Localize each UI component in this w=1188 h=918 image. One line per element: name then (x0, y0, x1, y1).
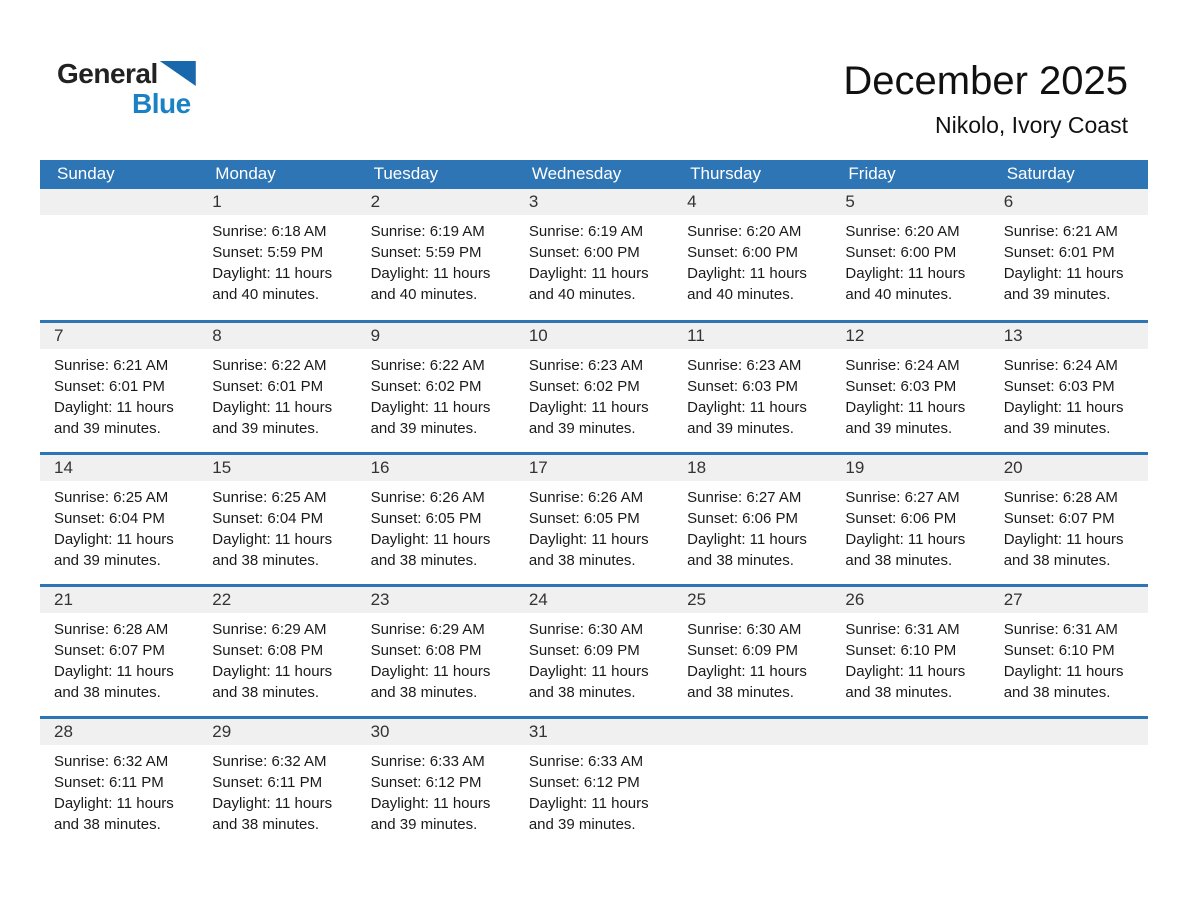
day-cell (831, 453, 989, 585)
day-number: 16 (357, 455, 515, 481)
page-subtitle: Nikolo, Ivory Coast (934, 112, 1128, 138)
day-number: 8 (198, 323, 356, 349)
sunrise-text: Sunrise: 6:19 AM (528, 223, 644, 240)
day-details (357, 613, 515, 703)
day-number (40, 189, 198, 215)
general-blue-logo (57, 60, 257, 118)
day-details (198, 349, 356, 439)
day-number: 14 (40, 455, 198, 481)
sunset-text: Sunset: 6:09 PM (528, 641, 640, 659)
day-details (673, 349, 831, 439)
daylight-text: Daylight: 11 hours and 40 minutes. (845, 265, 966, 303)
page-title: December 2025 (843, 59, 1128, 103)
day-details (831, 481, 989, 571)
day-number: 12 (831, 323, 989, 349)
day-cell (990, 717, 1148, 849)
daylight-text: Daylight: 11 hours and 40 minutes. (212, 265, 333, 303)
day-details (198, 745, 356, 835)
sunset-text: Sunset: 6:03 PM (845, 377, 957, 395)
sunrise-text: Sunrise: 6:30 AM (687, 620, 802, 638)
daylight-text: Daylight: 11 hours and 40 minutes. (687, 265, 807, 303)
sunset-text: Sunset: 6:00 PM (528, 244, 640, 261)
sunrise-text: Sunrise: 6:28 AM (1003, 488, 1118, 506)
sunset-text: Sunset: 6:12 PM (370, 773, 482, 791)
day-details (831, 215, 989, 305)
day-details (515, 745, 673, 835)
day-cell (40, 717, 198, 849)
day-cell (40, 189, 198, 321)
daylight-text: Daylight: 11 hours and 39 minutes. (54, 530, 174, 569)
sunset-text: Sunset: 6:00 PM (687, 244, 799, 261)
day-cell (673, 321, 831, 453)
daylight-text: Daylight: 11 hours and 38 minutes. (54, 794, 174, 833)
daylight-text: Daylight: 11 hours and 38 minutes. (528, 530, 649, 569)
day-cell (515, 453, 673, 585)
weekday-header-thursday: Thursday (673, 160, 831, 189)
day-cell (357, 717, 515, 849)
day-details (357, 745, 515, 835)
day-number: 19 (831, 455, 989, 481)
sunset-text: Sunset: 6:04 PM (54, 509, 165, 527)
day-cell (40, 453, 198, 585)
day-cell (515, 321, 673, 453)
day-number: 3 (515, 189, 673, 215)
logo-text-blue: Blue (132, 88, 191, 119)
sunrise-text: Sunrise: 6:29 AM (370, 620, 485, 638)
daylight-text: Daylight: 11 hours and 38 minutes. (687, 662, 807, 701)
day-number: 15 (198, 455, 356, 481)
sunrise-text: Sunrise: 6:30 AM (528, 620, 644, 638)
day-number (673, 719, 831, 745)
sunrise-text: Sunrise: 6:28 AM (54, 620, 169, 638)
sunrise-text: Sunrise: 6:33 AM (370, 752, 485, 770)
day-cell (515, 717, 673, 849)
day-details (40, 349, 198, 439)
daylight-text: Daylight: 11 hours and 38 minutes. (54, 662, 174, 701)
day-details (990, 349, 1148, 439)
weekday-header-wednesday: Wednesday (515, 160, 673, 189)
day-cell (673, 453, 831, 585)
sunrise-text: Sunrise: 6:27 AM (845, 488, 960, 506)
day-number: 26 (831, 587, 989, 613)
day-cell (40, 585, 198, 717)
day-number: 31 (515, 719, 673, 745)
sunrise-text: Sunrise: 6:32 AM (212, 752, 327, 770)
daylight-text: Daylight: 11 hours and 38 minutes. (1003, 530, 1124, 569)
day-details (40, 613, 198, 703)
day-details (673, 215, 831, 305)
day-cell (357, 189, 515, 321)
day-cell (831, 189, 989, 321)
sunrise-text: Sunrise: 6:29 AM (212, 620, 327, 638)
daylight-text: Daylight: 11 hours and 39 minutes. (370, 794, 491, 833)
day-cell (990, 189, 1148, 321)
sunset-text: Sunset: 6:10 PM (1003, 641, 1115, 659)
sunrise-text: Sunrise: 6:23 AM (528, 356, 644, 374)
day-cell (673, 717, 831, 849)
daylight-text: Daylight: 11 hours and 38 minutes. (212, 530, 333, 569)
sunset-text: Sunset: 6:01 PM (1003, 244, 1115, 261)
day-details (40, 481, 198, 571)
sunset-text: Sunset: 6:05 PM (370, 509, 482, 527)
day-cell (831, 321, 989, 453)
day-number: 30 (357, 719, 515, 745)
day-number (990, 719, 1148, 745)
day-number: 1 (198, 189, 356, 215)
day-details (198, 613, 356, 703)
sunrise-text: Sunrise: 6:23 AM (687, 356, 802, 374)
week-row (40, 717, 1148, 849)
sunset-text: Sunset: 6:06 PM (687, 509, 799, 527)
daylight-text: Daylight: 11 hours and 38 minutes. (370, 662, 491, 701)
sunset-text: Sunset: 6:09 PM (687, 641, 799, 659)
sunset-text: Sunset: 6:12 PM (528, 773, 640, 791)
sunrise-text: Sunrise: 6:26 AM (370, 488, 485, 506)
sunrise-text: Sunrise: 6:20 AM (687, 223, 802, 240)
daylight-text: Daylight: 11 hours and 39 minutes. (212, 398, 333, 437)
sunrise-text: Sunrise: 6:19 AM (370, 223, 485, 240)
sunset-text: Sunset: 6:08 PM (370, 641, 482, 659)
day-number: 18 (673, 455, 831, 481)
sunrise-text: Sunrise: 6:31 AM (845, 620, 960, 638)
sunset-text: Sunset: 6:06 PM (845, 509, 957, 527)
day-details (515, 613, 673, 703)
day-cell (990, 321, 1148, 453)
sunset-text: Sunset: 6:01 PM (212, 377, 324, 395)
day-details (357, 349, 515, 439)
sunset-text: Sunset: 6:03 PM (1003, 377, 1115, 395)
day-cell (990, 585, 1148, 717)
day-details (198, 481, 356, 571)
sunrise-text: Sunrise: 6:24 AM (845, 356, 960, 374)
day-details (831, 349, 989, 439)
day-details (990, 481, 1148, 571)
calendar-table (40, 160, 1148, 849)
sunrise-text: Sunrise: 6:24 AM (1003, 356, 1118, 374)
week-row (40, 453, 1148, 585)
daylight-text: Daylight: 11 hours and 40 minutes. (528, 265, 649, 303)
day-cell (357, 453, 515, 585)
weekday-header-sunday: Sunday (40, 160, 198, 189)
day-cell (198, 453, 356, 585)
weekday-header-tuesday: Tuesday (357, 160, 515, 189)
week-row (40, 321, 1148, 453)
day-number: 23 (357, 587, 515, 613)
day-details (673, 481, 831, 571)
sunrise-text: Sunrise: 6:22 AM (212, 356, 327, 374)
day-cell (831, 585, 989, 717)
sunrise-text: Sunrise: 6:25 AM (54, 488, 169, 506)
daylight-text: Daylight: 11 hours and 39 minutes. (54, 398, 174, 437)
sunset-text: Sunset: 6:04 PM (212, 509, 324, 527)
week-row (40, 585, 1148, 717)
weekday-header-row (40, 160, 1148, 189)
daylight-text: Daylight: 11 hours and 38 minutes. (845, 530, 966, 569)
day-number: 4 (673, 189, 831, 215)
day-cell (990, 453, 1148, 585)
daylight-text: Daylight: 11 hours and 38 minutes. (687, 530, 807, 569)
day-cell (357, 585, 515, 717)
sunset-text: Sunset: 6:01 PM (54, 377, 165, 395)
day-number: 25 (673, 587, 831, 613)
sunset-text: Sunset: 6:07 PM (54, 641, 165, 659)
day-details (990, 215, 1148, 305)
sunrise-text: Sunrise: 6:25 AM (212, 488, 327, 506)
day-cell (515, 585, 673, 717)
day-cell (198, 717, 356, 849)
day-cell (198, 585, 356, 717)
day-number: 29 (198, 719, 356, 745)
day-number (831, 719, 989, 745)
day-number: 21 (40, 587, 198, 613)
daylight-text: Daylight: 11 hours and 38 minutes. (212, 794, 333, 833)
day-number: 17 (515, 455, 673, 481)
calendar-body (40, 189, 1148, 849)
sunset-text: Sunset: 6:02 PM (528, 377, 640, 395)
day-cell (673, 585, 831, 717)
day-details (831, 613, 989, 703)
day-number: 9 (357, 323, 515, 349)
logo-top-row (57, 60, 257, 88)
day-details (673, 613, 831, 703)
sunrise-text: Sunrise: 6:21 AM (1003, 223, 1118, 240)
day-details (357, 481, 515, 571)
day-number: 13 (990, 323, 1148, 349)
day-cell (198, 321, 356, 453)
day-number: 11 (673, 323, 831, 349)
logo-text-general: General (57, 58, 158, 89)
day-details (357, 215, 515, 305)
day-details (515, 215, 673, 305)
daylight-text: Daylight: 11 hours and 38 minutes. (212, 662, 333, 701)
logo-triangle-icon (160, 61, 196, 86)
sunset-text: Sunset: 6:02 PM (370, 377, 482, 395)
daylight-text: Daylight: 11 hours and 39 minutes. (528, 398, 649, 437)
daylight-text: Daylight: 11 hours and 39 minutes. (1003, 265, 1124, 303)
sunset-text: Sunset: 6:11 PM (212, 773, 323, 791)
day-cell (357, 321, 515, 453)
day-cell (673, 189, 831, 321)
daylight-text: Daylight: 11 hours and 39 minutes. (528, 794, 649, 833)
sunset-text: Sunset: 5:59 PM (370, 244, 482, 261)
sunset-text: Sunset: 6:00 PM (845, 244, 957, 261)
weekday-header-saturday: Saturday (990, 160, 1148, 189)
day-details (40, 745, 198, 835)
daylight-text: Daylight: 11 hours and 38 minutes. (1003, 662, 1124, 701)
sunset-text: Sunset: 6:05 PM (528, 509, 640, 527)
sunset-text: Sunset: 6:07 PM (1003, 509, 1115, 527)
day-number: 27 (990, 587, 1148, 613)
weekday-header-friday: Friday (831, 160, 989, 189)
sunrise-text: Sunrise: 6:21 AM (54, 356, 169, 374)
day-number: 6 (990, 189, 1148, 215)
daylight-text: Daylight: 11 hours and 39 minutes. (687, 398, 807, 437)
sunset-text: Sunset: 6:03 PM (687, 377, 799, 395)
daylight-text: Daylight: 11 hours and 38 minutes. (528, 662, 649, 701)
daylight-text: Daylight: 11 hours and 40 minutes. (370, 265, 491, 303)
day-number: 24 (515, 587, 673, 613)
daylight-text: Daylight: 11 hours and 38 minutes. (845, 662, 966, 701)
sunset-text: Sunset: 6:08 PM (212, 641, 324, 659)
header-titles (843, 58, 1128, 139)
sunrise-text: Sunrise: 6:22 AM (370, 356, 485, 374)
sunset-text: Sunset: 6:11 PM (54, 773, 164, 791)
sunrise-text: Sunrise: 6:33 AM (528, 752, 644, 770)
daylight-text: Daylight: 11 hours and 38 minutes. (370, 530, 491, 569)
day-number: 20 (990, 455, 1148, 481)
daylight-text: Daylight: 11 hours and 39 minutes. (845, 398, 966, 437)
week-row (40, 189, 1148, 321)
sunrise-text: Sunrise: 6:26 AM (528, 488, 644, 506)
day-cell (831, 717, 989, 849)
sunrise-text: Sunrise: 6:32 AM (54, 752, 169, 770)
day-details (515, 349, 673, 439)
weekday-header-monday: Monday (198, 160, 356, 189)
day-details (198, 215, 356, 305)
sunrise-text: Sunrise: 6:31 AM (1003, 620, 1118, 638)
sunrise-text: Sunrise: 6:18 AM (212, 223, 327, 240)
daylight-text: Daylight: 11 hours and 39 minutes. (1003, 398, 1124, 437)
sunset-text: Sunset: 5:59 PM (212, 244, 324, 261)
day-number: 10 (515, 323, 673, 349)
day-number: 7 (40, 323, 198, 349)
day-number: 2 (357, 189, 515, 215)
day-number: 5 (831, 189, 989, 215)
sunrise-text: Sunrise: 6:27 AM (687, 488, 802, 506)
day-number: 28 (40, 719, 198, 745)
sunset-text: Sunset: 6:10 PM (845, 641, 957, 659)
day-cell (515, 189, 673, 321)
sunrise-text: Sunrise: 6:20 AM (845, 223, 960, 240)
day-cell (40, 321, 198, 453)
daylight-text: Daylight: 11 hours and 39 minutes. (370, 398, 491, 437)
day-number: 22 (198, 587, 356, 613)
day-details (990, 613, 1148, 703)
day-cell (198, 189, 356, 321)
day-details (515, 481, 673, 571)
